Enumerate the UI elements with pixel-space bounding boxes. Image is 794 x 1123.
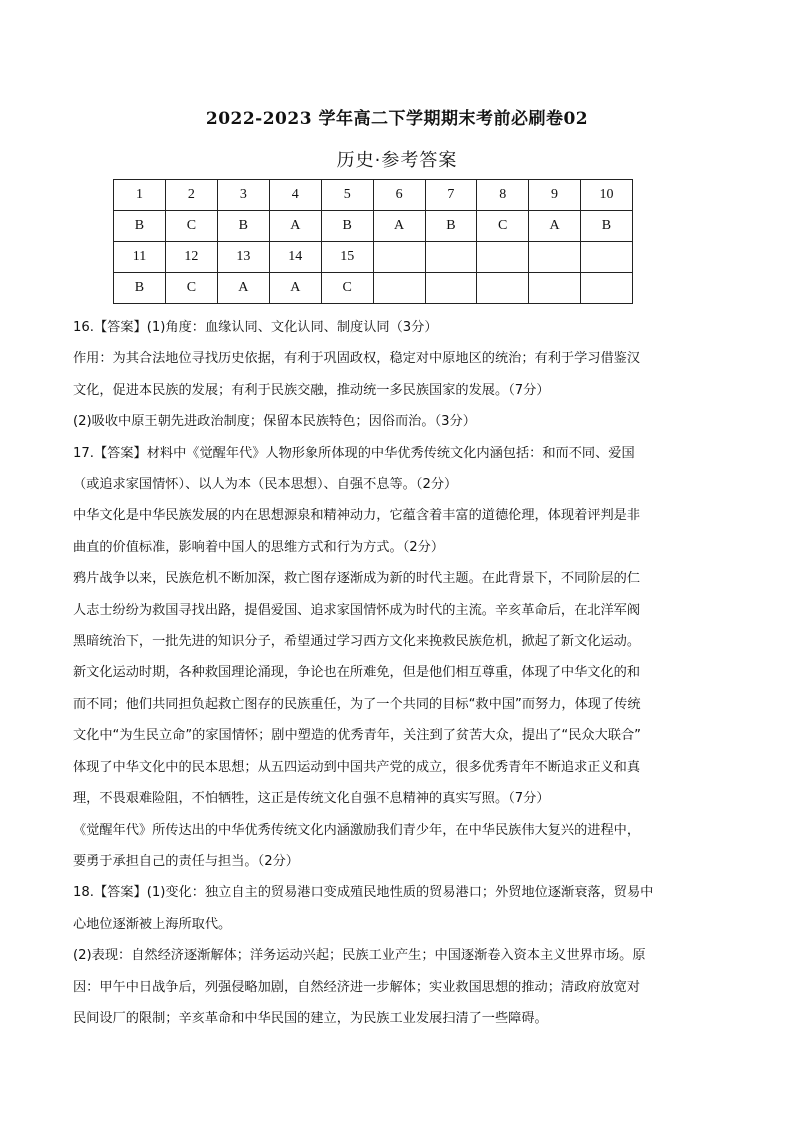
table-cell: 6 xyxy=(373,180,425,211)
table-cell xyxy=(373,242,425,273)
answer-line: 18.【答案】(1)变化：独立自主的贸易港口变成殖民地性质的贸易港口；外贸地位逐渐衰落，贸易中 xyxy=(73,885,654,901)
table-cell: 3 xyxy=(217,180,269,211)
table-cell: 8 xyxy=(477,180,529,211)
table-row xyxy=(114,180,633,211)
page-subtitle: 历史·参考答案 xyxy=(336,150,458,171)
table-cell: 14 xyxy=(269,242,321,273)
table-cell: 9 xyxy=(529,180,581,211)
table-cell: B xyxy=(580,211,632,242)
table-cell: B xyxy=(425,211,477,242)
answer-line: 民间设厂的限制；辛亥革命和中华民国的建立，为民族工业发展扫清了一些障碍。 xyxy=(73,1010,548,1026)
table-cell: 15 xyxy=(321,242,373,273)
table-cell: C xyxy=(165,273,217,304)
answer-line: 理，不畏艰难险阻，不怕牺牲，这正是传统文化自强不息精神的真实写照。（7分） xyxy=(73,791,550,807)
answer-line: 要勇于承担自己的责任与担当。（2分） xyxy=(73,853,299,869)
answer-line: 文化，促进本民族的发展；有利于民族交融，推动统一多民族国家的发展。（7分） xyxy=(73,382,550,398)
table-cell: A xyxy=(269,211,321,242)
answer-line: 黑暗统治下，一批先进的知识分子，希望通过学习西方文化来挽救民族危机，掀起了新文化运动。 xyxy=(73,634,641,650)
answer-line: （或追求家国情怀）、以人为本（民本思想）、自强不息等。（2分） xyxy=(73,477,458,493)
table-cell: C xyxy=(165,211,217,242)
table-cell: 5 xyxy=(321,180,373,211)
answer-line: 中华文化是中华民族发展的内在思想源泉和精神动力，它蕴含着丰富的道德伦理，体现着评判是非 xyxy=(73,508,641,524)
answer-text xyxy=(73,312,681,1034)
table-cell xyxy=(580,242,632,273)
table-cell: 13 xyxy=(217,242,269,273)
table-cell xyxy=(373,273,425,304)
table-cell: A xyxy=(269,273,321,304)
answer-line: 而不同；他们共同担负起救亡图存的民族重任，为了一个共同的目标“救中国”而努力，体现了传统 xyxy=(73,696,641,712)
table-cell xyxy=(529,273,581,304)
table-cell: B xyxy=(321,211,373,242)
table-cell: A xyxy=(373,211,425,242)
answer-line: 16.【答案】(1)角度：血缘认同、文化认同、制度认同（3分） xyxy=(73,320,438,335)
table-cell: 11 xyxy=(114,242,166,273)
answer-line: 作用：为其合法地位寻找历史依据，有利于巩固政权，稳定对中原地区的统治；有利于学习借鉴汉 xyxy=(73,351,641,367)
table-cell: 7 xyxy=(425,180,477,211)
page-title: 2022-2023 学年高二下学期期末考前必刷卷02 xyxy=(205,109,589,129)
answer-line: 心地位逐渐被上海所取代。 xyxy=(73,916,232,932)
table-cell xyxy=(477,273,529,304)
table-cell: 1 xyxy=(114,180,166,211)
answer-line: 体现了中华文化中的民本思想；从五四运动到中国共产党的成立，很多优秀青年不断追求正义和真 xyxy=(73,759,641,775)
table-cell: 10 xyxy=(580,180,632,211)
table-cell: 12 xyxy=(165,242,217,273)
table-row xyxy=(114,211,633,242)
answer-line: (2)表现：自然经济逐渐解体；洋务运动兴起；民族工业产生；中国逐渐卷入资本主义世界市场。原 xyxy=(73,948,646,964)
table-cell: B xyxy=(217,211,269,242)
table-cell: 2 xyxy=(165,180,217,211)
answer-line: 曲直的价值标准，影响着中国人的思维方式和行为方式。（2分） xyxy=(73,539,445,555)
answer-line: 17.【答案】材料中《觉醒年代》人物形象所体现的中华优秀传统文化内涵包括：和而不同、爱国 xyxy=(73,445,635,461)
table-cell: B xyxy=(114,273,166,304)
table-cell xyxy=(580,273,632,304)
answer-line: 新文化运动时期，各种救国理论涌现，争论也在所难免，但是他们相互尊重，体现了中华文化的和 xyxy=(73,665,641,681)
table-cell: 4 xyxy=(269,180,321,211)
table-cell xyxy=(529,242,581,273)
answer-line: 因：甲午中日战争后，列强侵略加剧，自然经济进一步解体；实业救国思想的推动；清政府放宽对 xyxy=(73,979,641,995)
table-cell: C xyxy=(321,273,373,304)
answer-line: (2)吸收中原王朝先进政治制度；保留本民族特色；因俗而治。（3分） xyxy=(73,414,476,430)
table-cell: C xyxy=(477,211,529,242)
table-cell xyxy=(425,242,477,273)
table-row xyxy=(114,273,633,304)
table-cell xyxy=(425,273,477,304)
answer-line: 《觉醒年代》所传达出的中华优秀传统文化内涵激励我们青少年，在中华民族伟大复兴的进程中， xyxy=(73,822,641,838)
table-cell: B xyxy=(114,211,166,242)
answer-table xyxy=(113,179,633,304)
table-cell xyxy=(477,242,529,273)
answer-line: 鸦片战争以来，民族危机不断加深，救亡图存逐渐成为新的时代主题。在此背景下，不同阶层的仁 xyxy=(73,571,641,587)
table-cell: A xyxy=(217,273,269,304)
table-cell: A xyxy=(529,211,581,242)
answer-line: 人志士纷纷为救国寻找出路，提倡爱国、追求家国情怀成为时代的主流。辛亥革命后，在北洋军阀 xyxy=(73,602,641,618)
table-row xyxy=(114,242,633,273)
answer-line: 文化中“为生民立命”的家国情怀；剧中塑造的优秀青年，关注到了贫苦大众，提出了“民众大联合” xyxy=(73,728,642,744)
